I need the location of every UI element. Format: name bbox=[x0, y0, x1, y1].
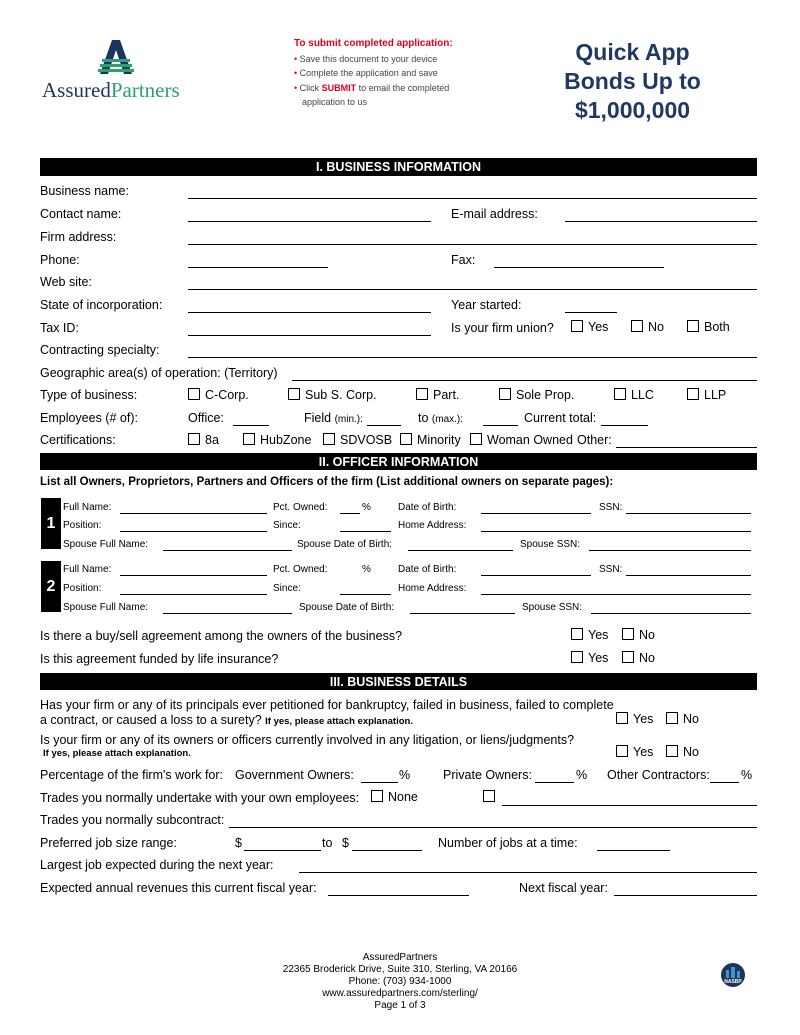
business-name-label: Business name: bbox=[40, 184, 129, 198]
type-llc-checkbox[interactable] bbox=[614, 388, 626, 400]
bankruptcy-question-line-2: a contract, or caused a loss to a surety? If yes, please attach explanation. bbox=[40, 713, 413, 727]
officer-2-home-address-label: Home Address: bbox=[398, 583, 467, 594]
geo-label: Geographic area(s) of operation: (Territory) bbox=[40, 366, 278, 380]
bankruptcy-no-checkbox[interactable] bbox=[666, 712, 678, 724]
submit-instructions bbox=[294, 37, 453, 110]
type-llp-label: LLP bbox=[704, 388, 727, 402]
state-field[interactable] bbox=[188, 312, 431, 313]
headline-line-2: Bonds Up to bbox=[564, 68, 701, 94]
buy-sell-no-checkbox[interactable] bbox=[622, 628, 634, 640]
officer-2-spouse-ssn-label: Spouse SSN: bbox=[522, 602, 583, 613]
footer bbox=[250, 952, 550, 1012]
officer-2-since-label: Since: bbox=[273, 583, 301, 594]
footer-address: 22365 Broderick Drive, Suite 310, Sterling, VA 20166 bbox=[282, 964, 518, 975]
trades-own-none-checkbox[interactable] bbox=[371, 790, 383, 802]
private-owners-field[interactable] bbox=[535, 782, 574, 783]
headline-line-1: Quick App bbox=[575, 39, 690, 65]
submit-step-3-cont: application to us bbox=[302, 97, 368, 107]
firm-address-field[interactable] bbox=[188, 244, 757, 245]
fax-field[interactable] bbox=[494, 267, 664, 268]
officer-2-spouse-name-field[interactable] bbox=[163, 613, 292, 614]
officer-1-pct-owned-field[interactable] bbox=[340, 513, 360, 514]
officer-2-home-address-field[interactable] bbox=[481, 594, 751, 595]
other-contractors-pct: % bbox=[741, 768, 753, 782]
type-llc-label: LLC bbox=[631, 388, 654, 402]
certifications-label: Certifications: bbox=[40, 433, 116, 447]
officer-1-home-address-field[interactable] bbox=[481, 531, 751, 532]
business-name-field[interactable] bbox=[188, 198, 757, 199]
litigation-no-label: No bbox=[683, 745, 699, 759]
officer-1-ssn-field[interactable] bbox=[626, 513, 751, 514]
job-size-min-field[interactable] bbox=[244, 850, 321, 851]
litigation-question: Is your firm or any of its owners or officers currently involved in any litigation, or liens/judgments? bbox=[40, 733, 575, 747]
private-owners-label: Private Owners: bbox=[443, 768, 532, 782]
contact-name-label: Contact name: bbox=[40, 207, 122, 221]
num-jobs-label: Number of jobs at a time: bbox=[438, 836, 578, 850]
officer-2-dob-label: Date of Birth: bbox=[398, 564, 457, 575]
bankruptcy-yes-checkbox[interactable] bbox=[616, 712, 628, 724]
cert-woman-owned-checkbox[interactable] bbox=[470, 433, 482, 445]
litigation-yes-label: Yes bbox=[633, 745, 654, 759]
fax-label: Fax: bbox=[451, 253, 476, 267]
submit-step-2: • Complete the application and save bbox=[294, 68, 438, 78]
cert-hubzone-label: HubZone bbox=[260, 433, 312, 447]
footer-company: AssuredPartners bbox=[362, 952, 438, 963]
type-c-corp-checkbox[interactable] bbox=[188, 388, 200, 400]
litigation-no-checkbox[interactable] bbox=[666, 745, 678, 757]
web-site-label: Web site: bbox=[40, 275, 92, 289]
officer-1-since-label: Since: bbox=[273, 520, 301, 531]
other-contractors-label: Other Contractors: bbox=[607, 768, 710, 782]
type-sole-prop-label: Sole Prop. bbox=[516, 388, 575, 402]
officer-1-spouse-dob-field[interactable] bbox=[408, 550, 513, 551]
type-sub-s-label: Sub S. Corp. bbox=[305, 388, 377, 402]
litigation-attach-note: If yes, please attach explanation. bbox=[43, 748, 191, 759]
officer-1-ssn-label: SSN: bbox=[599, 502, 623, 513]
officer-2-spouse-ssn-field[interactable] bbox=[591, 613, 751, 614]
year-started-field[interactable] bbox=[565, 312, 617, 313]
union-no-label: No bbox=[648, 320, 664, 334]
phone-field[interactable] bbox=[188, 267, 328, 268]
cert-sdvosb-checkbox[interactable] bbox=[323, 433, 335, 445]
footer-phone: Phone: (703) 934-1000 bbox=[348, 976, 452, 987]
officer-2-number: 2 bbox=[41, 561, 61, 612]
firm-address-label: Firm address: bbox=[40, 230, 117, 244]
trades-own-field[interactable] bbox=[502, 805, 757, 806]
officer-2-spouse-dob-field[interactable] bbox=[410, 613, 515, 614]
life-insurance-yes-checkbox[interactable] bbox=[571, 651, 583, 663]
officer-2-since-field[interactable] bbox=[340, 594, 391, 595]
job-size-to: to bbox=[322, 836, 333, 850]
largest-job-label: Largest job expected during the next year: bbox=[40, 858, 274, 872]
field-label: Field (min.): bbox=[304, 411, 363, 425]
officer-1-spouse-dob-label: Spouse Date of Birth: bbox=[297, 539, 393, 550]
type-part-checkbox[interactable] bbox=[416, 388, 428, 400]
union-both-label: Both bbox=[704, 320, 730, 334]
job-size-max-field[interactable] bbox=[352, 850, 422, 851]
life-insurance-question: Is this agreement funded by life insurance? bbox=[40, 652, 279, 666]
tax-id-field[interactable] bbox=[188, 335, 431, 336]
life-insurance-yes-label: Yes bbox=[588, 651, 609, 665]
trades-own-none-label: None bbox=[388, 790, 418, 804]
job-size-label: Preferred job size range: bbox=[40, 836, 177, 850]
office-label: Office: bbox=[188, 411, 224, 425]
current-total-field[interactable] bbox=[601, 425, 648, 426]
officer-1-spouse-name-field[interactable] bbox=[163, 550, 292, 551]
trades-own-specify-checkbox[interactable] bbox=[483, 790, 495, 802]
job-size-min-dollar: $ bbox=[235, 836, 242, 850]
cert-minority-checkbox[interactable] bbox=[400, 433, 412, 445]
num-jobs-field[interactable] bbox=[597, 850, 670, 851]
union-yes-checkbox[interactable] bbox=[571, 320, 583, 332]
officer-2-spouse-dob-label: Spouse Date of Birth: bbox=[299, 602, 395, 613]
contact-name-field[interactable] bbox=[188, 221, 431, 222]
to-label: to (max.): bbox=[418, 411, 464, 425]
type-llp-checkbox[interactable] bbox=[687, 388, 699, 400]
officer-1-since-field[interactable] bbox=[340, 531, 391, 532]
revenues-label: Expected annual revenues this current fiscal year: bbox=[40, 881, 317, 895]
trades-sub-label: Trades you normally subcontract: bbox=[40, 813, 225, 827]
bankruptcy-question-line-1: Has your firm or any of its principals ever petitioned for bankruptcy, failed in business, failed to complete bbox=[40, 698, 614, 712]
officer-1-home-address-label: Home Address: bbox=[398, 520, 467, 531]
cert-hubzone-checkbox[interactable] bbox=[243, 433, 255, 445]
officer-2-pct-owned-label: Pct. Owned: bbox=[273, 564, 328, 575]
trades-sub-field[interactable] bbox=[229, 827, 757, 828]
submit-link[interactable]: SUBMIT bbox=[321, 82, 357, 93]
phone-label: Phone: bbox=[40, 253, 80, 267]
officer-2-full-name-label: Full Name: bbox=[63, 564, 112, 575]
officer-1-pct-owned-label: Pct. Owned: bbox=[273, 502, 328, 513]
field-min-field[interactable] bbox=[367, 425, 401, 426]
nasbp-badge-text: NASBP bbox=[724, 979, 742, 985]
footer-website[interactable]: www.assuredpartners.com/sterling/ bbox=[322, 988, 478, 999]
headline-line-3: $1,000,000 bbox=[574, 97, 691, 123]
officer-1-position-field[interactable] bbox=[120, 531, 267, 532]
submit-step-3: • Click SUBMIT to email the completed bbox=[294, 82, 450, 93]
revenues-field[interactable] bbox=[328, 895, 469, 896]
cert-other-field[interactable] bbox=[616, 447, 757, 448]
buy-sell-yes-checkbox[interactable] bbox=[571, 628, 583, 640]
headline bbox=[540, 38, 725, 125]
union-both-checkbox[interactable] bbox=[687, 320, 699, 332]
officer-2-pct-sign: % bbox=[362, 564, 371, 575]
officer-1-full-name-field[interactable] bbox=[120, 513, 267, 514]
officer-1-spouse-name-label: Spouse Full Name: bbox=[63, 539, 149, 550]
gov-owners-field[interactable] bbox=[361, 782, 398, 783]
officer-1-position-label: Position: bbox=[63, 520, 102, 531]
officer-1-spouse-ssn-field[interactable] bbox=[589, 550, 751, 551]
gov-owners-pct: % bbox=[399, 768, 411, 782]
officer-2-full-name-field[interactable] bbox=[120, 575, 267, 576]
type-part-label: Part. bbox=[433, 388, 460, 402]
officer-1-pct-sign: % bbox=[362, 502, 371, 513]
field-max-field[interactable] bbox=[483, 425, 518, 426]
type-sole-prop-checkbox[interactable] bbox=[499, 388, 511, 400]
officer-1-full-name-label: Full Name: bbox=[63, 502, 112, 513]
email-label: E-mail address: bbox=[451, 207, 538, 221]
section-business-details-header: III. BUSINESS DETAILS bbox=[40, 673, 757, 690]
officer-1-spouse-ssn-label: Spouse SSN: bbox=[520, 539, 581, 550]
section-officer-information-header: II. OFFICER INFORMATION bbox=[40, 453, 757, 470]
buy-sell-yes-label: Yes bbox=[588, 628, 609, 642]
year-started-label: Year started: bbox=[451, 298, 522, 312]
footer-page-number: Page 1 of 3 bbox=[374, 1000, 426, 1011]
job-size-max-dollar: $ bbox=[342, 836, 349, 850]
logo-text-assured: Assured bbox=[42, 78, 111, 102]
gov-owners-label: Government Owners: bbox=[235, 768, 354, 782]
officer-1-number: 1 bbox=[41, 498, 61, 549]
web-site-field[interactable] bbox=[188, 289, 757, 290]
cert-other-label: Other: bbox=[577, 433, 612, 447]
officer-2-position-field[interactable] bbox=[120, 594, 267, 595]
bankruptcy-yes-label: Yes bbox=[633, 712, 654, 726]
officer-2-ssn-field[interactable] bbox=[626, 575, 751, 576]
section-business-information-header: I. BUSINESS INFORMATION bbox=[40, 158, 757, 176]
officer-2-spouse-name-label: Spouse Full Name: bbox=[63, 602, 149, 613]
geo-field[interactable] bbox=[292, 380, 757, 381]
officer-1-dob-label: Date of Birth: bbox=[398, 502, 457, 513]
type-sub-s-checkbox[interactable] bbox=[288, 388, 300, 400]
officer-1-dob-field[interactable] bbox=[481, 513, 591, 514]
submit-step-1: • Save this document to your device bbox=[294, 53, 438, 64]
specialty-label: Contracting specialty: bbox=[40, 343, 160, 357]
cert-minority-label: Minority bbox=[417, 433, 461, 447]
trades-own-label: Trades you normally undertake with your own employees: bbox=[40, 791, 360, 805]
private-owners-pct: % bbox=[576, 768, 588, 782]
type-c-corp-label: C-Corp. bbox=[205, 388, 249, 402]
life-insurance-no-label: No bbox=[639, 651, 655, 665]
next-fiscal-label: Next fiscal year: bbox=[519, 881, 608, 895]
submit-title: To submit completed application: bbox=[294, 38, 453, 49]
state-label: State of incorporation: bbox=[40, 298, 163, 312]
nasbp-badge bbox=[720, 962, 746, 988]
employees-label: Employees (# of): bbox=[40, 411, 138, 425]
other-contractors-field[interactable] bbox=[710, 782, 739, 783]
officer-intro: List all Owners, Proprietors, Partners and Officers of the firm (List additional owners on separate pages): bbox=[40, 476, 614, 488]
life-insurance-no-checkbox[interactable] bbox=[622, 651, 634, 663]
cert-8a-checkbox[interactable] bbox=[188, 433, 200, 445]
current-total-label: Current total: bbox=[524, 411, 597, 425]
logo bbox=[40, 38, 190, 100]
cert-sdvosb-label: SDVOSB bbox=[340, 433, 393, 447]
email-field[interactable] bbox=[565, 221, 757, 222]
union-yes-label: Yes bbox=[588, 320, 609, 334]
litigation-yes-checkbox[interactable] bbox=[616, 745, 628, 757]
office-field[interactable] bbox=[233, 425, 269, 426]
buy-sell-no-label: No bbox=[639, 628, 655, 642]
specialty-field[interactable] bbox=[188, 357, 757, 358]
logo-text-partners: Partners bbox=[110, 78, 180, 102]
officer-2-dob-field[interactable] bbox=[481, 575, 591, 576]
officer-2-ssn-label: SSN: bbox=[599, 564, 623, 575]
next-fiscal-field[interactable] bbox=[614, 895, 757, 896]
largest-job-field[interactable] bbox=[299, 872, 757, 873]
tax-id-label: Tax ID: bbox=[40, 321, 79, 335]
officer-2-position-label: Position: bbox=[63, 583, 102, 594]
business-type-label: Type of business: bbox=[40, 388, 138, 402]
union-label: Is your firm union? bbox=[451, 321, 554, 335]
union-no-checkbox[interactable] bbox=[631, 320, 643, 332]
cert-woman-owned-label: Woman Owned bbox=[487, 433, 573, 447]
buy-sell-question: Is there a buy/sell agreement among the owners of the business? bbox=[40, 629, 403, 643]
bankruptcy-no-label: No bbox=[683, 712, 699, 726]
cert-8a-label: 8a bbox=[205, 433, 219, 447]
pct-work-label: Percentage of the firm's work for: bbox=[40, 768, 224, 782]
assuredpartners-logo-icon bbox=[40, 38, 190, 78]
